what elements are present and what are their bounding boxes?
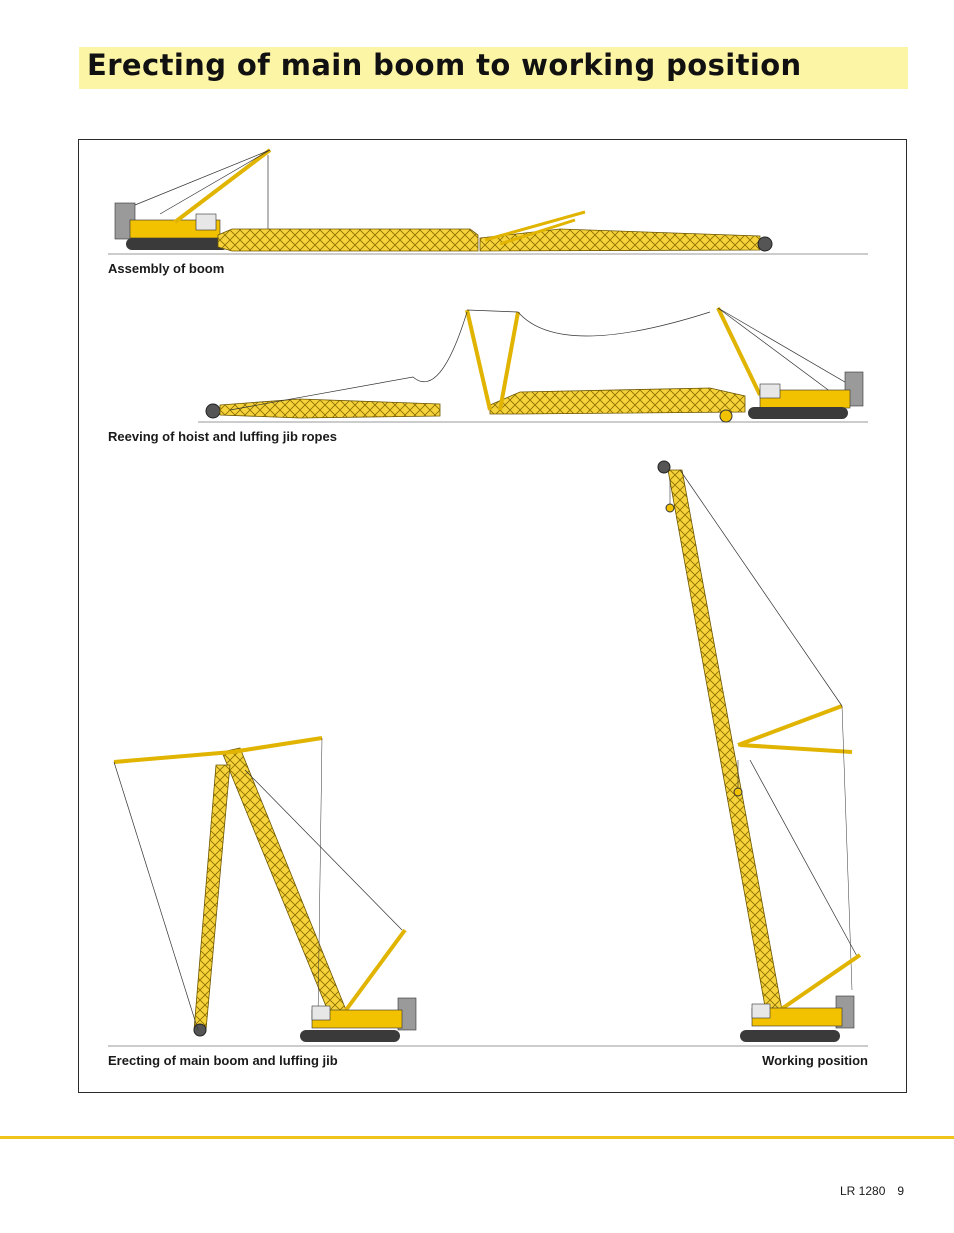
- crawler-track: [748, 407, 848, 419]
- crawler-track: [740, 1030, 840, 1042]
- jib-head-sheave: [206, 404, 220, 418]
- hook-block: [666, 504, 674, 512]
- rope: [467, 310, 518, 312]
- rope: [718, 308, 835, 395]
- crane-body: [115, 203, 228, 250]
- caption-assembly: Assembly of boom: [108, 261, 225, 276]
- page-title: Erecting of main boom to working position: [87, 48, 802, 82]
- jib-strut: [738, 706, 842, 745]
- cab: [312, 1006, 330, 1020]
- cab: [752, 1004, 770, 1018]
- derrick-mast: [175, 150, 270, 222]
- footer-rule: [0, 1136, 954, 1139]
- jib-head-sheave: [194, 1024, 206, 1036]
- page-reference: [840, 1184, 904, 1198]
- caption-erecting: Erecting of main boom and luffing jib: [108, 1053, 338, 1068]
- jib-lattice: [194, 765, 230, 1030]
- rope: [230, 312, 467, 410]
- main-boom-lattice: [222, 748, 346, 1016]
- caption-working: Working position: [762, 1053, 868, 1068]
- jib-lattice: [220, 399, 440, 418]
- crane-body: [300, 998, 416, 1042]
- model-name: LR 1280: [840, 1184, 886, 1198]
- main-boom-lattice: [490, 388, 745, 414]
- cab: [196, 214, 216, 230]
- jib-section: [480, 229, 760, 251]
- caption-reeving: Reeving of hoist and luffing jib ropes: [108, 429, 337, 444]
- boom-strut: [740, 745, 852, 752]
- derrick-mast: [346, 930, 405, 1010]
- hook-block: [734, 788, 742, 796]
- rope: [842, 706, 852, 990]
- rope: [114, 762, 198, 1030]
- boom-section: [218, 229, 478, 251]
- rope: [135, 150, 270, 205]
- boom-head-sheave: [758, 237, 772, 251]
- crane-body: [740, 996, 854, 1042]
- scene-working: [658, 461, 860, 1042]
- page-number: 9: [897, 1184, 905, 1198]
- crawler-track: [126, 238, 228, 250]
- cab: [760, 384, 780, 398]
- scene-reeving: [198, 308, 868, 422]
- crawler-track: [300, 1030, 400, 1042]
- scene-assembly: [108, 150, 868, 254]
- crane-body: [748, 372, 863, 419]
- main-boom-lattice: [668, 470, 782, 1012]
- boom-strut: [232, 738, 322, 752]
- hook-block: [720, 410, 732, 422]
- jib-strut: [467, 310, 490, 410]
- rope: [160, 150, 270, 214]
- rope: [518, 312, 710, 336]
- derrick-mast: [718, 308, 760, 395]
- jib-strut: [114, 752, 232, 762]
- boom-head-sheave: [658, 461, 670, 473]
